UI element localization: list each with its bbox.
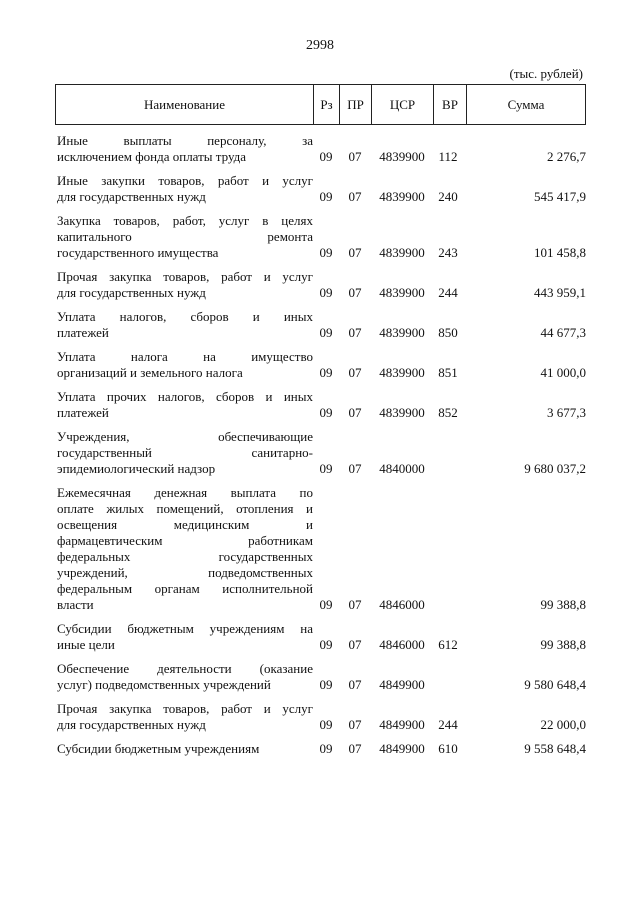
row-pr: 07	[348, 149, 362, 164]
row-pr: 07	[348, 365, 362, 380]
row-sum: 443 959,1	[534, 285, 586, 300]
row-name-line: Закупка товаров, работ, услуг в целях	[57, 213, 313, 228]
row-sum: 41 000,0	[540, 365, 586, 380]
table-row	[57, 173, 586, 205]
header-name: Наименование	[56, 85, 314, 124]
row-name	[57, 741, 313, 757]
row-sum: 99 388,8	[540, 597, 586, 612]
row-name-line: Иные выплаты персоналу, за	[57, 133, 313, 148]
row-rz: 09	[319, 245, 333, 260]
table-row	[57, 621, 586, 653]
row-vr: 112	[438, 149, 458, 164]
row-csr: 4839900	[379, 405, 425, 420]
row-sum: 545 417,9	[534, 189, 586, 204]
row-sum: 99 388,8	[540, 637, 586, 652]
row-name-line: федеральным органам исполнительной	[57, 581, 313, 596]
row-name-line: платежей	[57, 325, 109, 340]
table-row	[57, 133, 586, 165]
table-row	[57, 485, 586, 613]
row-pr: 07	[348, 285, 362, 300]
row-name-line: Субсидии бюджетным учреждениям на	[57, 621, 313, 636]
row-vr	[433, 597, 463, 613]
row-name-line: государственный санитарно-	[57, 445, 313, 460]
row-rz: 09	[319, 325, 333, 340]
row-name-line: платежей	[57, 405, 109, 420]
header-pr: ПР	[340, 85, 372, 124]
row-name-line: учреждений, подведомственных	[57, 565, 313, 580]
row-name-line: федеральных государственных	[57, 549, 313, 564]
row-vr: 850	[438, 325, 458, 340]
row-name-line: власти	[57, 597, 94, 612]
row-pr: 07	[348, 405, 362, 420]
row-vr: 610	[438, 741, 458, 756]
row-name	[57, 661, 313, 693]
row-name-line: Прочая закупка товаров, работ и услуг	[57, 701, 313, 716]
row-rz: 09	[319, 405, 333, 420]
table-row	[57, 389, 586, 421]
row-name	[57, 173, 313, 205]
row-name	[57, 269, 313, 301]
row-name-line: государственного имущества	[57, 245, 219, 260]
row-name-line: услуг) подведомственных учреждений	[57, 677, 271, 692]
header-csr: ЦСР	[372, 85, 434, 124]
row-name-line: иные цели	[57, 637, 115, 652]
page-number: 2998	[306, 38, 334, 53]
row-csr: 4839900	[379, 365, 425, 380]
row-pr: 07	[348, 597, 362, 612]
table-row	[57, 269, 586, 301]
row-name	[57, 213, 313, 261]
row-rz: 09	[319, 189, 333, 204]
row-sum: 44 677,3	[540, 325, 586, 340]
row-csr: 4839900	[379, 325, 425, 340]
row-rz: 09	[319, 597, 333, 612]
table-row	[57, 741, 586, 757]
row-rz: 09	[319, 461, 333, 476]
row-sum: 101 458,8	[534, 245, 586, 260]
row-vr: 612	[438, 637, 458, 652]
header-rz: Рз	[314, 85, 340, 124]
row-name-line: для государственных нужд	[57, 717, 206, 732]
row-vr: 852	[438, 405, 458, 420]
row-name-line: Уплата налогов, сборов и иных	[57, 309, 313, 324]
row-rz: 09	[319, 149, 333, 164]
row-name	[57, 309, 313, 341]
table-row	[57, 429, 586, 477]
row-rz: 09	[319, 741, 333, 756]
row-vr: 851	[438, 365, 458, 380]
table-header	[55, 84, 586, 125]
row-name-line: освещения медицинским и	[57, 517, 313, 532]
row-name	[57, 349, 313, 381]
row-name	[57, 389, 313, 421]
row-name-line: Уплата налога на имущество	[57, 349, 313, 364]
units-label: (тыс. рублей)	[509, 66, 583, 81]
table-row	[57, 213, 586, 261]
row-sum: 9 558 648,4	[524, 741, 586, 756]
row-name-line: Обеспечение деятельности (оказание	[57, 661, 313, 676]
row-vr	[433, 677, 463, 693]
row-name-line: Учреждения, обеспечивающие	[57, 429, 313, 444]
row-name-line: организаций и земельного налога	[57, 365, 243, 380]
row-name-line: эпидемиологический надзор	[57, 461, 216, 476]
row-sum: 3 677,3	[547, 405, 586, 420]
row-vr: 243	[438, 245, 458, 260]
row-csr: 4839900	[379, 285, 425, 300]
row-name	[57, 621, 313, 653]
row-name	[57, 701, 313, 733]
row-sum: 9 680 037,2	[524, 461, 586, 476]
row-pr: 07	[348, 677, 362, 692]
row-name-line: для государственных нужд	[57, 189, 206, 204]
row-rz: 09	[319, 637, 333, 652]
row-name-line: для государственных нужд	[57, 285, 206, 300]
row-name-line: Субсидии бюджетным учреждениям	[57, 741, 260, 756]
row-name-line: Уплата прочих налогов, сборов и иных	[57, 389, 313, 404]
row-pr: 07	[348, 325, 362, 340]
row-csr: 4849900	[379, 677, 425, 692]
row-pr: 07	[348, 717, 362, 732]
row-pr: 07	[348, 637, 362, 652]
table-row	[57, 309, 586, 341]
row-pr: 07	[348, 461, 362, 476]
row-name-line: Иные закупки товаров, работ и услуг	[57, 173, 313, 188]
table-row	[57, 661, 586, 693]
row-sum: 2 276,7	[547, 149, 586, 164]
row-pr: 07	[348, 189, 362, 204]
row-vr: 244	[438, 717, 458, 732]
row-rz: 09	[319, 677, 333, 692]
row-vr: 240	[438, 189, 458, 204]
header-vr: ВР	[434, 85, 467, 124]
row-name-line: капитального ремонта	[57, 229, 313, 244]
row-rz: 09	[319, 285, 333, 300]
row-csr: 4839900	[379, 189, 425, 204]
row-rz: 09	[319, 717, 333, 732]
row-csr: 4849900	[379, 717, 425, 732]
row-name-line: оплате жилых помещений, отопления и	[57, 501, 313, 516]
row-vr	[433, 461, 463, 477]
row-csr: 4849900	[379, 741, 425, 756]
table-row	[57, 701, 586, 733]
row-sum: 22 000,0	[540, 717, 586, 732]
row-csr: 4840000	[379, 461, 425, 476]
row-name	[57, 133, 313, 165]
row-csr: 4846000	[379, 637, 425, 652]
row-name-line: исключением фонда оплаты труда	[57, 149, 247, 164]
row-csr: 4846000	[379, 597, 425, 612]
row-name	[57, 429, 313, 477]
row-pr: 07	[348, 245, 362, 260]
row-name-line: фармацевтическим работникам	[57, 533, 313, 548]
row-csr: 4839900	[379, 149, 425, 164]
header-sum: Сумма	[507, 96, 545, 112]
row-name-line: Прочая закупка товаров, работ и услуг	[57, 269, 313, 284]
row-rz: 09	[319, 365, 333, 380]
row-csr: 4839900	[379, 245, 425, 260]
table-body	[57, 133, 586, 765]
row-pr: 07	[348, 741, 362, 756]
row-vr: 244	[438, 285, 458, 300]
table-row	[57, 349, 586, 381]
row-name-line: Ежемесячная денежная выплата по	[57, 485, 313, 500]
row-name	[57, 485, 313, 613]
row-sum: 9 580 648,4	[524, 677, 586, 692]
